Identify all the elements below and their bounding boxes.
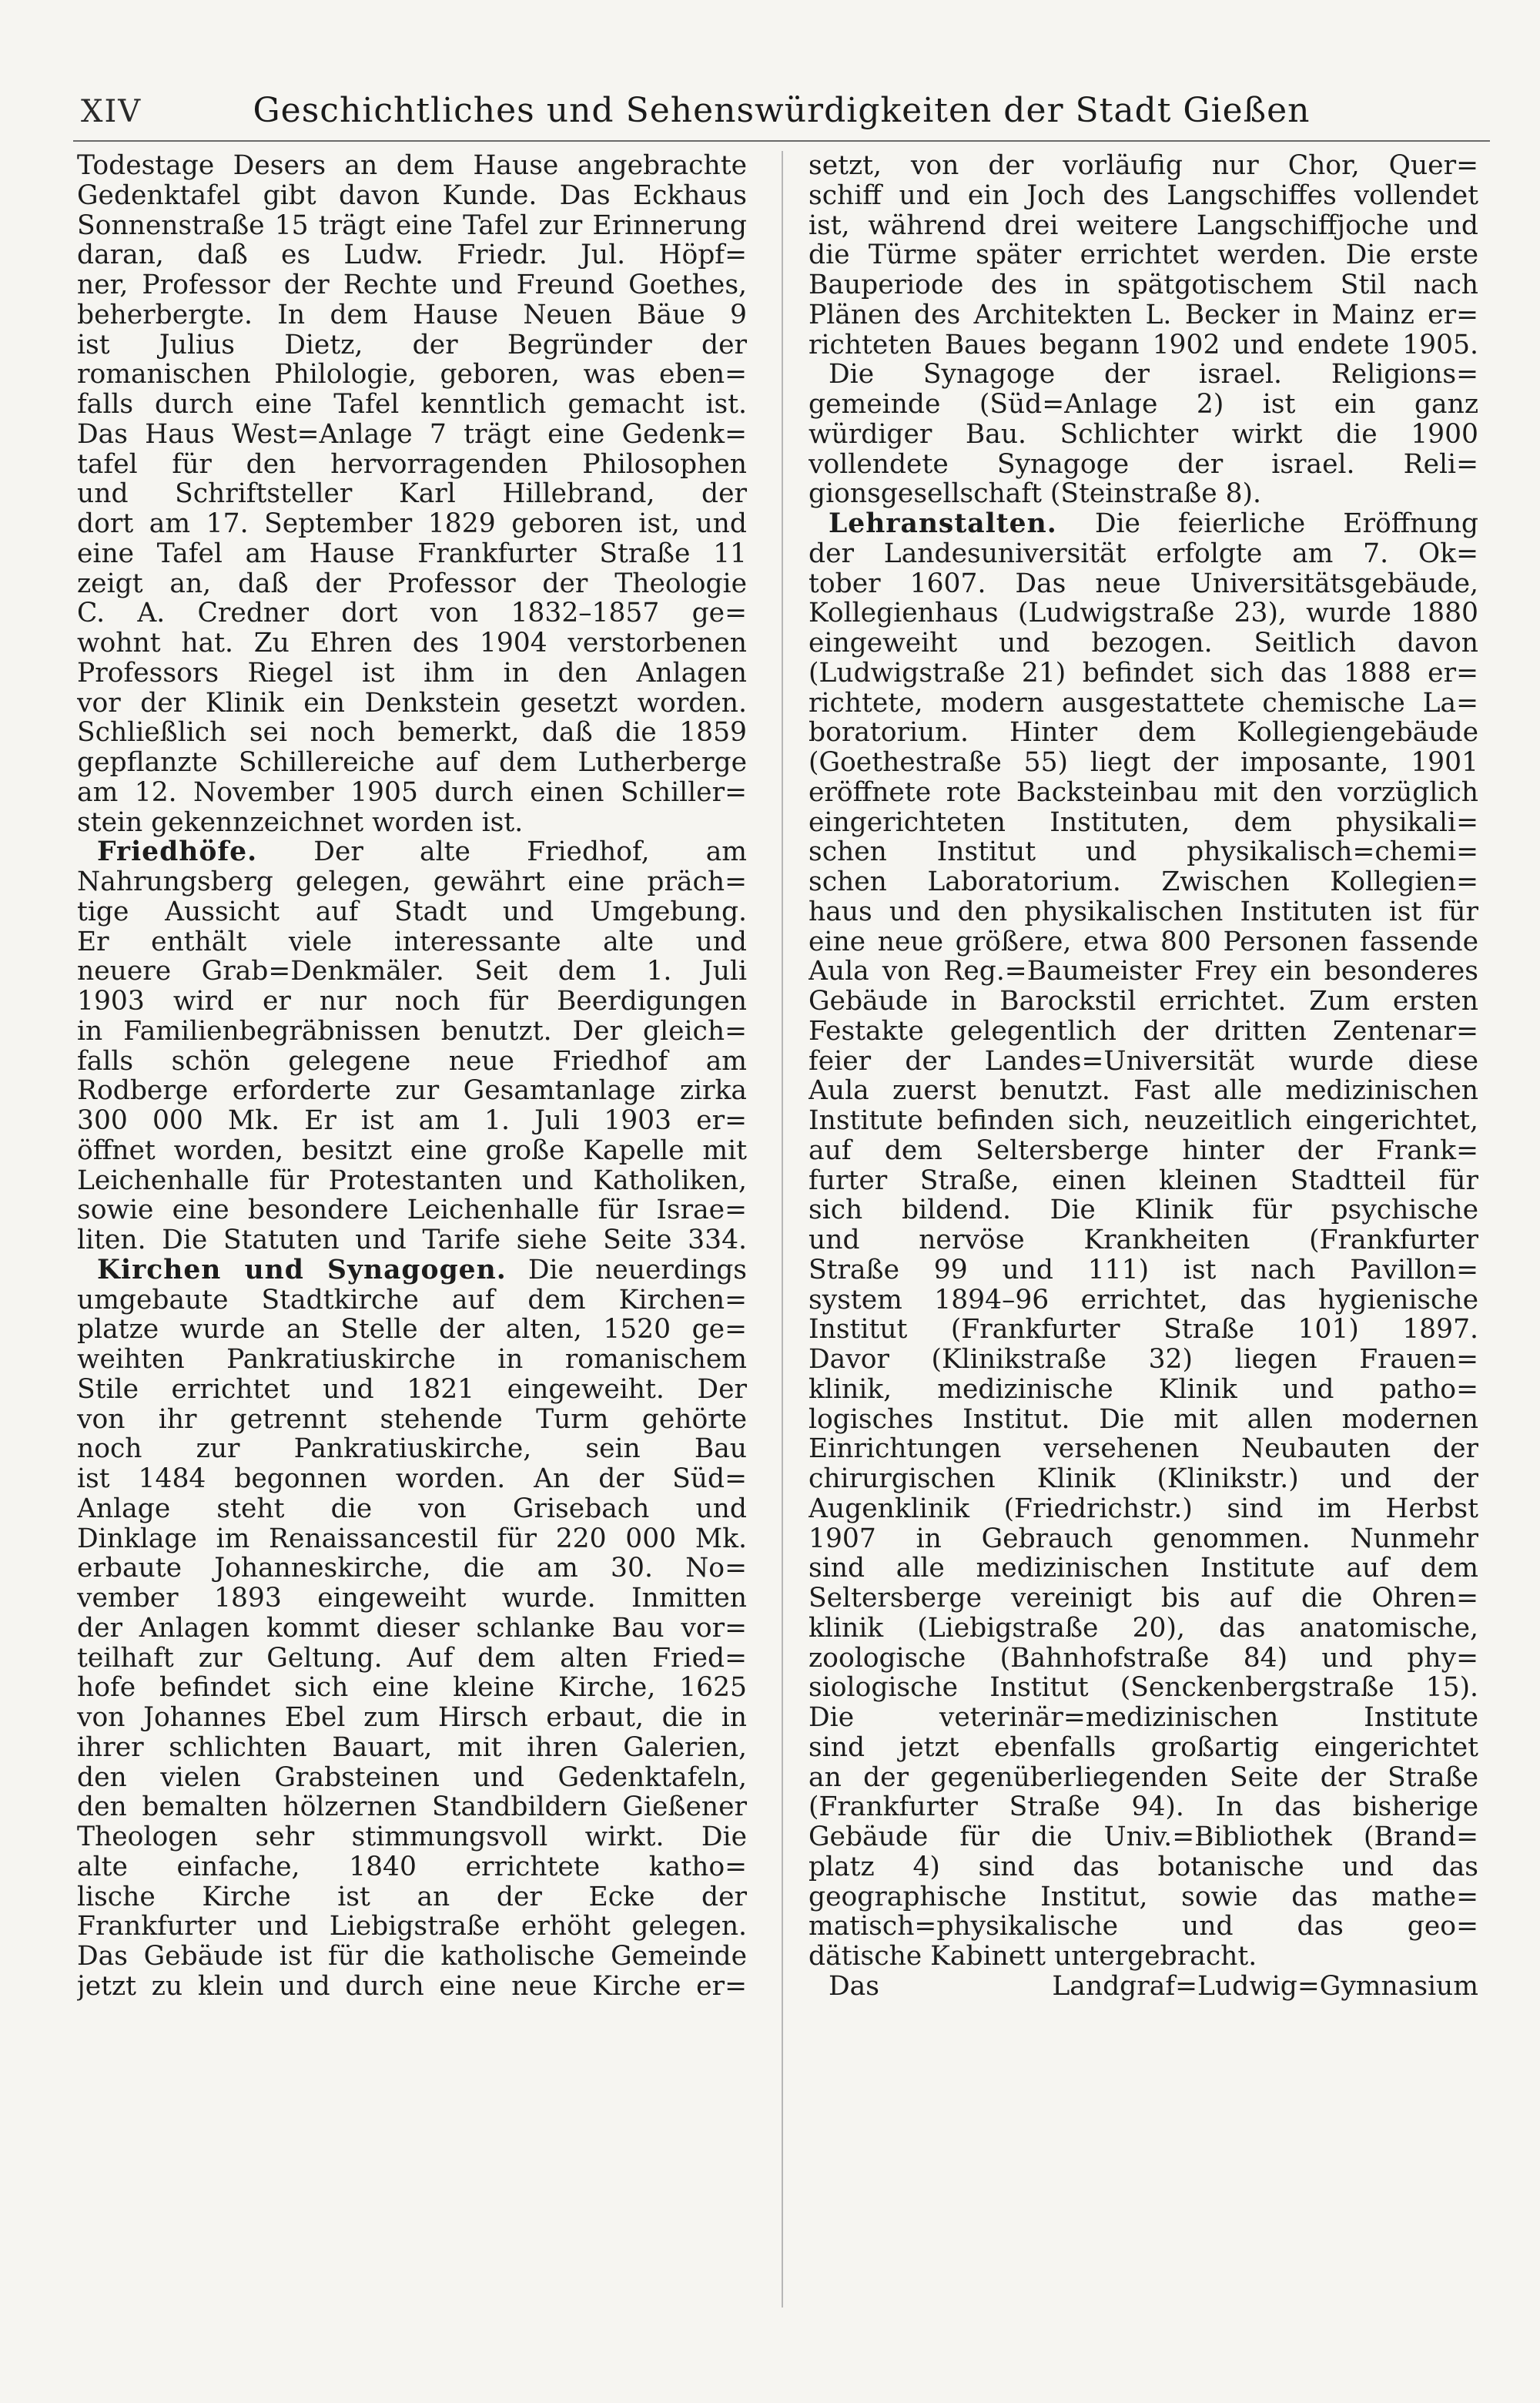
text-line [77,1584,747,1614]
line-text: haus und den physikalischen Instituten ist für [808,897,1478,927]
line-text: Der alte Friedhof, am [257,837,747,867]
text-line [808,151,1478,181]
line-text: platz 4) sind das botanische und das [808,1852,1478,1882]
text-line [808,1434,1478,1464]
text-line [808,1405,1478,1435]
line-text: richteten Baues begann 1902 und endete 1905. [808,330,1478,360]
page-title: Geschichtliches und Sehenswürdigkeiten der Stadt Gießen [253,91,1311,130]
line-text: auf dem Seltersberge hinter der Frank= [808,1135,1478,1166]
text-line [77,837,747,867]
text-line [808,837,1478,867]
line-text: Sonnenstraße 15 trägt eine Tafel zur Erinnerung [77,210,747,241]
text-line [808,628,1478,659]
text-line [808,1703,1478,1733]
line-text: boratorium. Hinter dem Kollegiengebäude [808,718,1478,748]
line-text: richtete, modern ausgestattete chemische La= [808,688,1478,719]
text-line [808,1017,1478,1047]
text-line [77,569,747,599]
text-line [808,1524,1478,1554]
text-line [77,1733,747,1763]
line-text: öffnet worden, besitzt eine große Kapelle mit [77,1135,747,1166]
line-text: Das Landgraf=Ludwig=Gymnasium [829,1971,1478,2002]
line-text: Das Gebäude ist für die katholische Gemeinde [77,1942,747,1972]
line-text: Frankfurter und Liebigstraße erhöht gelegen. [77,1912,747,1942]
line-text: C. A. Credner dort von 1832–1857 ge= [77,598,747,628]
line-text: system 1894–96 errichtet, das hygienische [808,1285,1478,1315]
text-line [77,867,747,897]
text-line [77,957,747,987]
line-text: Die veterinär=medizinischen Institute [808,1703,1478,1733]
text-line [77,539,747,569]
text-line [77,987,747,1017]
text-line [77,659,747,689]
line-text: ist Julius Dietz, der Begründer der [77,330,747,360]
line-text: Plänen des Architekten L. Becker in Mainz er= [808,300,1478,330]
line-text: der Landesuniversität erfolgte am 7. Ok= [808,538,1478,569]
text-line [808,509,1478,539]
line-text: Aula von Reg.=Baumeister Frey ein besonderes [808,957,1478,987]
text-line [808,1494,1478,1524]
line-text: gepflanzte Schillereiche auf dem Lutherberge [77,748,747,778]
text-line [808,1614,1478,1644]
left-column [77,151,747,2346]
line-text: neuere Grab=Denkmäler. Seit dem 1. Juli [77,957,747,987]
text-line [808,270,1478,300]
text-line [77,1494,747,1524]
text-line [77,1255,747,1285]
line-text: Anlage steht die von Grisebach und [77,1493,747,1524]
text-line [77,689,747,719]
text-line [77,1166,747,1196]
line-text: ist 1484 begonnen worden. An der Süd= [77,1464,747,1494]
text-line [808,808,1478,838]
text-line [808,1285,1478,1315]
text-line [77,808,747,838]
line-text: wohnt hat. Zu Ehren des 1904 verstorbenen [77,628,747,659]
text-line [77,1017,747,1047]
line-text: stein gekennzeichnet worden ist. [77,807,524,838]
line-text: am 12. November 1905 durch einen Schiller= [77,777,747,808]
line-text: sind alle medizinischen Institute auf dem [808,1553,1478,1584]
text-line [77,450,747,480]
text-line [77,598,747,628]
text-line [77,1763,747,1793]
text-line [77,1792,747,1822]
text-line [808,1375,1478,1405]
text-line [77,628,747,659]
line-text: eröffnete rote Backsteinbau mit den vorzüglich [808,777,1478,808]
text-line [77,509,747,539]
text-line [808,240,1478,270]
line-text: Die feierliche Eröffnung [1056,509,1478,539]
text-line [77,1972,747,2002]
text-line [77,1106,747,1136]
column-divider [782,151,783,2307]
line-text: eine neue größere, etwa 800 Personen fassende [808,927,1478,957]
line-text: Stile errichtet und 1821 eingeweiht. Der [77,1374,747,1405]
text-line [808,390,1478,420]
line-text: eingerichteten Instituten, dem physikali= [808,807,1478,838]
line-text: Die neuerdings [506,1255,747,1285]
line-text: 300 000 Mk. Er ist am 1. Juli 1903 er= [77,1106,747,1136]
line-text: weihten Pankratiuskirche in romanischem [77,1345,747,1375]
text-line [808,479,1478,509]
line-text: falls schön gelegene neue Friedhof am [77,1046,747,1077]
text-line [808,897,1478,927]
line-text: geographische Institut, sowie das mathe= [808,1882,1478,1912]
line-text: vollendete Synagoge der israel. Reli= [808,449,1478,480]
line-text: der Anlagen kommt dieser schlanke Bau vor= [77,1613,747,1644]
line-text: jetzt zu klein und durch eine neue Kirche er= [77,1971,747,2002]
line-text: teilhaft zur Geltung. Auf dem alten Fried= [77,1643,747,1674]
text-line [77,420,747,450]
line-text: zeigt an, daß der Professor der Theologie [77,568,747,599]
line-text: feier der Landes=Universität wurde diese [808,1046,1478,1077]
line-text: Aula zuerst benutzt. Fast alle medizinischen [808,1076,1478,1106]
text-line [77,151,747,181]
text-line [77,1882,747,1912]
text-line [77,1942,747,1972]
text-line [77,1822,747,1852]
text-line [77,181,747,211]
line-text: erbaute Johanneskirche, die am 30. No= [77,1553,747,1584]
line-text: klinik (Liebigstraße 20), das anatomische, [808,1613,1478,1644]
text-line [77,1673,747,1703]
text-line [77,718,747,748]
text-line [808,1733,1478,1763]
text-line [808,569,1478,599]
line-text: sind jetzt ebenfalls großartig eingerichtet [808,1732,1478,1763]
text-line [77,1076,747,1106]
line-text: eine Tafel am Hause Frankfurter Straße 11 [77,538,747,569]
text-line [77,479,747,509]
text-line [808,1763,1478,1793]
line-text: 1907 in Gebrauch genommen. Nunmehr [808,1523,1478,1554]
text-line [808,181,1478,211]
text-line [77,748,747,778]
text-line [808,927,1478,957]
line-text: Theologen sehr stimmungsvoll wirkt. Die [77,1822,747,1852]
page-number: XIV [81,94,142,129]
text-line [808,539,1478,569]
line-text: eingeweiht und bezogen. Seitlich davon [808,628,1478,659]
line-text: logisches Institut. Die mit allen modernen [808,1404,1478,1435]
line-text: beherbergte. In dem Hause Neuen Bäue 9 [77,300,747,330]
text-line [77,1852,747,1882]
text-line [808,211,1478,241]
line-text: die Türme später errichtet werden. Die erste [808,240,1478,270]
text-line [77,390,747,420]
line-text: (Goethestraße 55) liegt der imposante, 1901 [808,748,1478,778]
text-line [808,1553,1478,1584]
line-text: Seltersberge vereinigt bis auf die Ohren= [808,1584,1478,1614]
line-text: tafel für den hervorragenden Philosophen [77,449,747,480]
line-text: würdiger Bau. Schlichter wirkt die 1900 [808,419,1478,450]
text-line [77,927,747,957]
text-line [77,1375,747,1405]
line-text: Straße 99 und 111) ist nach Pavillon= [808,1255,1478,1285]
text-line [808,300,1478,330]
line-text: ihrer schlichten Bauart, mit ihren Galerien, [77,1732,747,1763]
text-line [77,1614,747,1644]
line-text: romanischen Philologie, geboren, was eben= [77,360,747,390]
line-text: von ihr getrennt stehende Turm gehörte [77,1404,747,1435]
line-text: Augenklinik (Friedrichstr.) sind im Herbst [808,1493,1478,1524]
line-text: Rodberge erforderte zur Gesamtanlage zirka [77,1076,747,1106]
line-text: Professors Riegel ist ihm in den Anlagen [77,658,747,689]
line-text: den vielen Grabsteinen und Gedenktafeln, [77,1762,747,1793]
right-column [808,151,1478,2346]
text-line [808,330,1478,360]
line-text: vember 1893 eingeweiht wurde. Inmitten [77,1584,747,1614]
running-header [73,86,1490,142]
line-text: vor der Klinik ein Denkstein gesetzt worden. [77,688,747,719]
text-line [77,211,747,241]
text-line [77,1345,747,1375]
text-line [808,1225,1478,1255]
text-line [808,1673,1478,1703]
line-text: und Schriftsteller Karl Hillebrand, der [77,479,747,509]
line-text: schiff und ein Joch des Langschiffes vollendet [808,180,1478,211]
line-text: tober 1607. Das neue Universitätsgebäude, [808,568,1478,599]
line-text: ist, während drei weitere Langschiffjoche und [808,210,1478,241]
line-text: Todestage Desers an dem Hause angebrachte [77,151,747,181]
text-line [808,450,1478,480]
text-line [808,1464,1478,1494]
line-text: (Frankfurter Straße 94). In das bisherige [808,1792,1478,1822]
text-line [808,1195,1478,1225]
text-line [77,778,747,808]
line-text: ner, Professor der Rechte und Freund Goethes, [77,270,747,300]
text-line [808,1882,1478,1912]
line-text: und nervöse Krankheiten (Frankfurter [808,1225,1478,1255]
line-text: liten. Die Statuten und Tarife siehe Seite 334. [77,1225,747,1255]
line-text: Festakte gelegentlich der dritten Zentenar= [808,1016,1478,1047]
line-text: Kollegienhaus (Ludwigstraße 23), wurde 1880 [808,598,1478,628]
text-line [808,420,1478,450]
line-text: zoologische (Bahnhofstraße 84) und phy= [808,1643,1478,1674]
text-line [808,689,1478,719]
line-text: tige Aussicht auf Stadt und Umgebung. [77,897,747,927]
line-text: chirurgischen Klinik (Klinikstr.) und der [808,1464,1478,1494]
line-text: Einrichtungen versehenen Neubauten der [808,1434,1478,1464]
line-text: sich bildend. Die Klinik für psychische [808,1195,1478,1225]
text-line [808,1912,1478,1942]
line-text: gionsgesellschaft (Steinstraße 8). [808,479,1261,509]
line-text: lische Kirche ist an der Ecke der [77,1882,747,1912]
line-text: noch zur Pankratiuskirche, sein Bau [77,1434,747,1464]
line-text: alte einfache, 1840 errichtete katho= [77,1852,747,1882]
line-text: Leichenhalle für Protestanten und Katholiken, [77,1165,747,1196]
text-line [808,360,1478,390]
text-line [77,1285,747,1315]
text-line [77,1553,747,1584]
text-line [77,1315,747,1345]
line-text: falls durch eine Tafel kenntlich gemacht ist. [77,390,747,420]
text-line [808,1852,1478,1882]
line-text: von Johannes Ebel zum Hirsch erbaut, die in [77,1703,747,1733]
line-text: Das Haus West=Anlage 7 trägt eine Gedenk= [77,419,747,450]
text-line [808,1584,1478,1614]
text-line [77,330,747,360]
line-text: den bemalten hölzernen Standbildern Gießener [77,1792,747,1822]
text-line [77,300,747,330]
text-line [808,1136,1478,1166]
text-line [808,1345,1478,1375]
line-text: Dinklage im Renaissancestil für 220 000 Mk. [77,1523,747,1554]
section-heading: Lehranstalten. [829,509,1057,539]
text-line [77,1434,747,1464]
line-text: Er enthält viele interessante alte und [77,927,747,957]
text-line [808,1972,1478,2002]
line-text: Institute befinden sich, neuzeitlich eingerichtet, [808,1106,1478,1136]
line-text: Davor (Klinikstraße 32) liegen Frauen= [808,1345,1478,1375]
line-text: Die Synagoge der israel. Religions= [829,360,1478,390]
line-text: Schließlich sei noch bemerkt, daß die 1859 [77,718,747,748]
text-line [808,1047,1478,1077]
text-line [77,1644,747,1674]
text-line [808,867,1478,897]
text-line [77,1225,747,1255]
line-text: sowie eine besondere Leichenhalle für Israe= [77,1195,747,1225]
line-text: Bauperiode des in spätgotischem Stil nach [808,270,1478,300]
text-line [808,748,1478,778]
line-text: dätische Kabinett untergebracht. [808,1942,1257,1972]
line-text: furter Straße, einen kleinen Stadtteil für [808,1165,1478,1196]
section-heading: Kirchen und Synagogen. [97,1255,507,1285]
text-line [77,240,747,270]
line-text: platze wurde an Stelle der alten, 1520 ge= [77,1315,747,1345]
line-text: schen Laboratorium. Zwischen Kollegien= [808,867,1478,897]
line-text: gemeinde (Süd=Anlage 2) ist ein ganz [808,390,1478,420]
line-text: an der gegenüberliegenden Seite der Straße [808,1762,1478,1793]
line-text: dort am 17. September 1829 geboren ist, und [77,509,747,539]
line-text: in Familienbegräbnissen benutzt. Der gleich= [77,1016,747,1047]
text-line [808,1106,1478,1136]
line-text: umgebaute Stadtkirche auf dem Kirchen= [77,1285,747,1315]
line-text: 1903 wird er nur noch für Beerdigungen [77,987,747,1017]
line-text: Gebäude in Barockstil errichtet. Zum ersten [808,987,1478,1017]
text-line [808,598,1478,628]
line-text: daran, daß es Ludw. Friedr. Jul. Höpf= [77,240,747,270]
text-line [808,1942,1478,1972]
line-text: siologische Institut (Senckenbergstraße 15). [808,1673,1478,1703]
text-line [808,1792,1478,1822]
line-text: setzt, von der vorläufig nur Chor, Quer= [808,151,1478,181]
text-line [77,1912,747,1942]
line-text: Institut (Frankfurter Straße 101) 1897. [808,1315,1478,1345]
text-line [808,1255,1478,1285]
text-line [808,778,1478,808]
line-text: matisch=physikalische und das geo= [808,1912,1478,1942]
line-text: Nahrungsberg gelegen, gewährt eine präch= [77,867,747,897]
text-line [77,270,747,300]
text-line [808,1315,1478,1345]
text-line [808,1644,1478,1674]
section-heading: Friedhöfe. [97,837,258,867]
text-line [808,1166,1478,1196]
line-text: schen Institut und physikalisch=chemi= [808,837,1478,867]
text-line [808,659,1478,689]
text-line [808,718,1478,748]
text-line [77,1195,747,1225]
line-text: klinik, medizinische Klinik und patho= [808,1374,1478,1405]
line-text: Gebäude für die Univ.=Bibliothek (Brand= [808,1822,1478,1852]
line-text: hofe befindet sich eine kleine Kirche, 1625 [77,1673,747,1703]
text-line [77,1047,747,1077]
text-line [808,957,1478,987]
text-line [77,1405,747,1435]
text-line [77,1136,747,1166]
text-line [808,1822,1478,1852]
text-line [77,360,747,390]
text-line [77,1524,747,1554]
text-line [808,987,1478,1017]
text-line [77,897,747,927]
line-text: (Ludwigstraße 21) befindet sich das 1888 er= [808,658,1478,689]
line-text: Gedenktafel gibt davon Kunde. Das Eckhaus [77,180,747,211]
text-line [77,1703,747,1733]
text-line [808,1076,1478,1106]
text-line [77,1464,747,1494]
